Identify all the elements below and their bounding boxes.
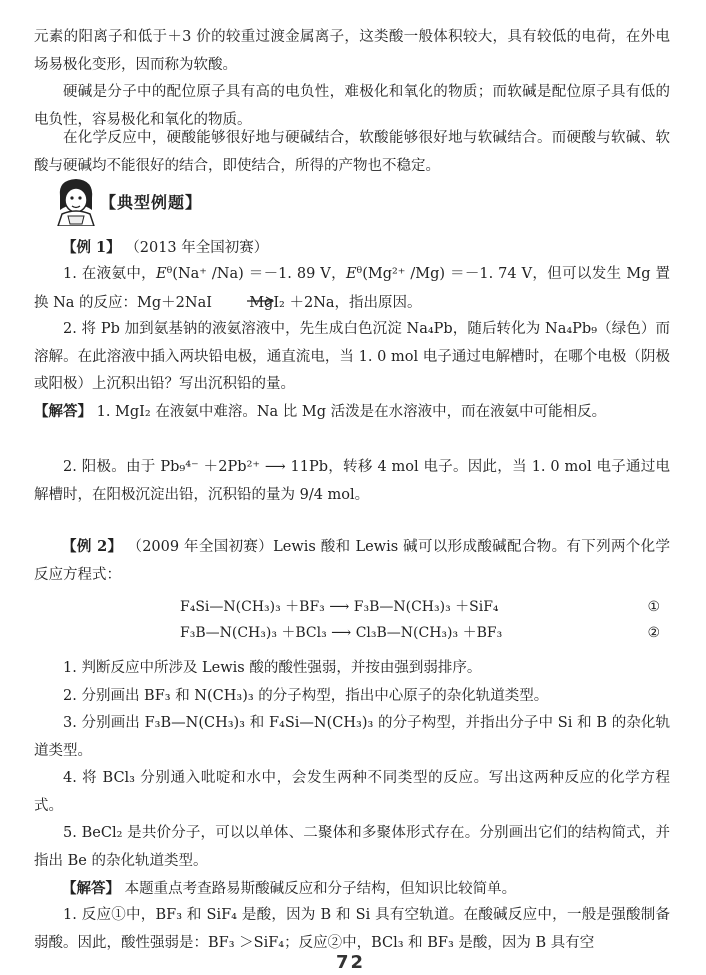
example-1-source: （2013 年全国初赛） xyxy=(125,240,269,256)
example-2-answer-1: 1. 反应①中，BF₃ 和 SiF₄ 是酸，因为 B 和 Si 具有空轨道。在酸碱反应中，一般是强酸制备弱酸。因此，酸性强弱是：BF₃ ＞SiF₄；反应②中，BCl₃ 和 BF₃ 是酸，因为 B 具有空 xyxy=(34,907,670,951)
example-2-label: 【例 2】 xyxy=(62,538,123,555)
example-2-source: （2009 年全国初赛） xyxy=(127,539,274,555)
example-2-answer-label: 【解答】 xyxy=(62,880,120,897)
reaction-arrow-icon xyxy=(217,289,245,317)
example-2-question-3: 3. 分别画出 F₃B—N(CH₃)₃ 和 F₄Si—N(CH₃)₃ 的分子构型，并指出分子中 Si 和 B 的杂化轨道类型。 xyxy=(34,715,670,759)
intro-paragraph-1: 元素的阳离子和低于＋3 价的较重过渡金属离子，这类酸一般体积较大，具有较低的电荷，在外电场易极化变形，因而称为软酸。 xyxy=(34,29,670,73)
equation-2-number: ② xyxy=(647,625,660,641)
page-number: 72 xyxy=(336,952,366,973)
example-2-question-1: 1. 判断反应中所涉及 Lewis 酸的酸性强弱，并按由强到弱排序。 xyxy=(63,660,482,676)
intro-paragraph-2: 硬碱是分子中的配位原子具有高的电负性，难极化和氧化的物质；而软碱是配位原子具有低的电负性，容易极化和氧化的物质。 xyxy=(34,84,670,128)
example-1-label: 【例 1】 xyxy=(62,239,121,256)
section-title: 【典型例题】 xyxy=(100,193,203,212)
example-2-heading: 【例 2】 （2009 年全国初赛）Lewis 酸和 Lewis 碱可以形成酸碱配合物。有下列两个化学反应方程式： xyxy=(34,538,671,583)
example-2-question-2: 2. 分别画出 BF₃ 和 N(CH₃)₃ 的分子构型，指出中心原子的杂化轨道类型。 xyxy=(63,688,549,704)
equation-1: F₄Si—N(CH₃)₃ ＋BF₃ ⟶ F₃B—N(CH₃)₃ ＋SiF₄ ① xyxy=(180,596,670,618)
example-1-question-1: 1. 在液氨中，$E^\theta(Na^+$ /Na) ＝－1. 89 V，$E^\theta(Mg^{2+}$ /Mg) ＝－1. 74 V，但可以发生 Mg 置换 Na 的反应：Mg＋2NaI MgI₂ ＋2Na，指出原因。 xyxy=(34,261,670,317)
section-header xyxy=(54,176,354,228)
equation-1-number: ① xyxy=(647,599,660,615)
equation-2: F₃B—N(CH₃)₃ ＋BCl₃ ⟶ Cl₃B—N(CH₃)₃ ＋BF₃ ② xyxy=(180,622,670,644)
example-2-question-5: 5. BeCl₂ 是共价分子，可以以单体、二聚体和多聚体形式存在。分别画出它们的结构简式，并指出 Be 的杂化轨道类型。 xyxy=(34,825,670,869)
example-1-heading xyxy=(62,234,662,263)
intro-paragraph-3: 在化学反应中，硬酸能够很好地与硬碱结合，软酸能够很好地与软碱结合。而硬酸与软碱、软酸与硬碱均不能很好的结合，即使结合，所得的产物也不稳定。 xyxy=(34,130,670,174)
example-2-question-4: 4. 将 BCl₃ 分别通入吡啶和水中，会发生两种不同类型的反应。写出这两种反应的化学方程式。 xyxy=(34,770,670,814)
example-1-question-2: 2. 将 Pb 加到氨基钠的液氨溶液中，先生成白色沉淀 Na₄Pb，随后转化为 Na₄Pb₉（绿色）而溶解。在此溶液中插入两块铅电极，通直流电，当 1. 0 mol 电子通过电解槽时，在哪个电极（阴极或阳极）上沉积出铅？写出沉积铅的量。 xyxy=(34,321,670,392)
example-1-answer-1: 【解答】 1. MgI₂ 在液氨中难溶。Na 比 Mg 活泼是在水溶液中，而在液氨中可能相反。 xyxy=(34,403,607,420)
cartoon-student-icon xyxy=(54,176,98,230)
example-1-answer-2: 2. 阳极。由于 Pb₉⁴⁻ ＋2Pb²⁺ ⟶ 11Pb，转移 4 mol 电子。因此，当 1. 0 mol 电子通过电解槽时，在阳极沉淀出铅，沉积铅的量为 9/4 mol。 xyxy=(34,459,670,503)
example-1-answer-label: 【解答】 xyxy=(34,403,92,420)
example-2-answer-intro: 【解答】 本题重点考查路易斯酸碱反应和分子结构，但知识比较简单。 xyxy=(34,875,670,904)
